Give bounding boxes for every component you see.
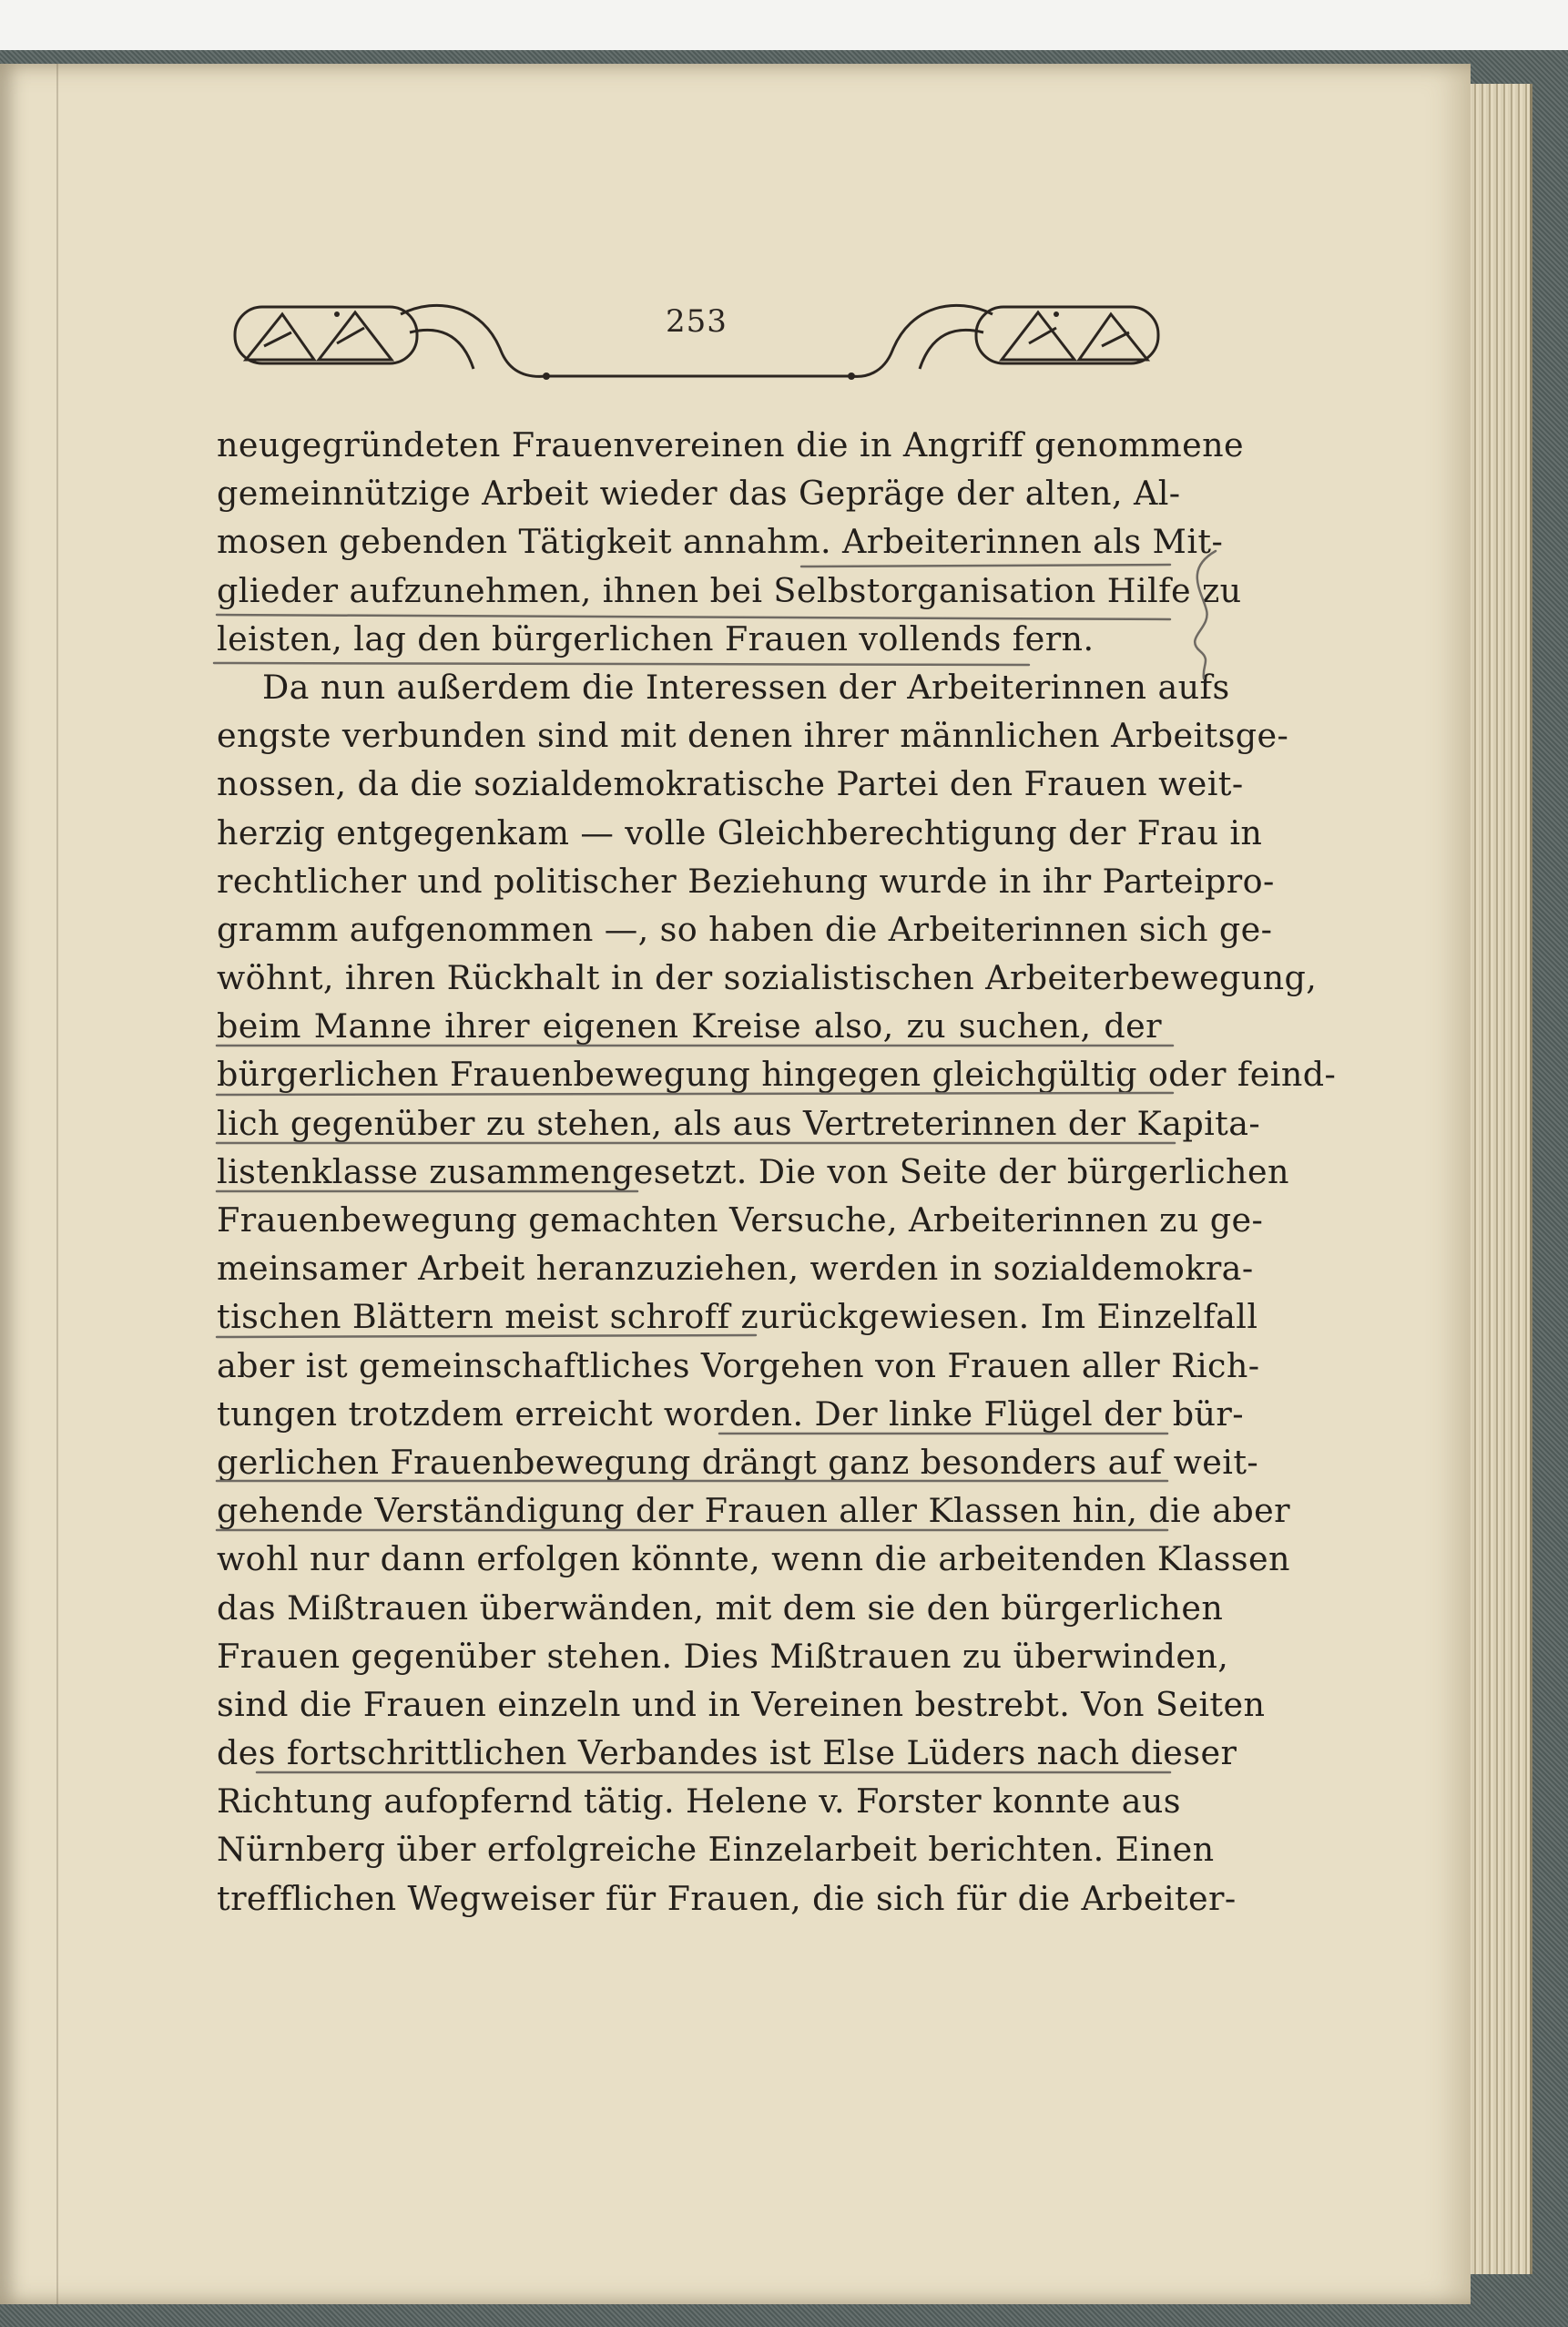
body-text bbox=[217, 421, 1337, 1923]
text-line: engste verbunden sind mit denen ihrer männlichen Arbeitsge- bbox=[217, 716, 1289, 756]
text-line: wöhnt, ihren Rückhalt in der sozialistischen Arbeiterbewegung, bbox=[217, 958, 1318, 998]
text-line: tungen trotzdem erreicht worden. Der linke Flügel der bür- bbox=[217, 1393, 1244, 1434]
gutter-line bbox=[56, 64, 58, 2304]
text-line: trefflichen Wegweiser für Frauen, die sich für die Arbeiter- bbox=[217, 1878, 1237, 1918]
text-line: rechtlicher und politischer Beziehung wurde in ihr Parteipro- bbox=[217, 861, 1275, 901]
text-line: mosen gebenden Tätigkeit annahm. Arbeiterinnen als Mit- bbox=[217, 522, 1224, 562]
text-line: neugegründeten Frauenvereinen die in Angriff genommene bbox=[217, 425, 1245, 464]
text-line: Richtung aufopfernd tätig. Helene v. Forster konnte aus bbox=[217, 1781, 1181, 1822]
text-line: Frauen gegenüber stehen. Dies Mißtrauen zu überwinden, bbox=[217, 1636, 1229, 1676]
text-line: gerlichen Frauenbewegung drängt ganz besonders auf weit- bbox=[217, 1442, 1259, 1482]
text-line: bürgerlichen Frauenbewegung hingegen gleichgültig oder feind- bbox=[217, 1055, 1337, 1095]
text-line: herzig entgegenkam — volle Gleichberechtigung der Frau in bbox=[217, 812, 1263, 852]
text-line: gemeinnützige Arbeit wieder das Gepräge der alten, Al- bbox=[217, 474, 1181, 514]
text-line: lich gegenüber zu stehen, als aus Vertreterinnen der Kapita- bbox=[217, 1103, 1261, 1143]
text-line: aber ist gemeinschaftliches Vorgehen von Frauen aller Rich- bbox=[217, 1345, 1260, 1385]
text-line: leisten, lag den bürgerlichen Frauen vollends fern. bbox=[217, 618, 1095, 658]
text-line: gehende Verständigung der Frauen aller Klassen hin, die aber bbox=[217, 1491, 1290, 1531]
text-line: wohl nur dann erfolgen könnte, wenn die arbeitenden Klassen bbox=[217, 1539, 1290, 1579]
text-line: tischen Blättern meist schroff zurückgewiesen. Im Einzelfall bbox=[217, 1297, 1258, 1337]
page-header bbox=[228, 278, 1166, 387]
text-line: sind die Frauen einzeln und in Vereinen bestrebt. Von Seiten bbox=[217, 1684, 1266, 1724]
text-line: beim Manne ihrer eigenen Kreise also, zu suchen, der bbox=[217, 1006, 1162, 1046]
text-line: Frauenbewegung gemachten Versuche, Arbeiterinnen zu ge- bbox=[217, 1200, 1264, 1240]
text-line: glieder aufzunehmen, ihnen bei Selbstorganisation Hilfe zu bbox=[217, 570, 1242, 610]
text-line: das Mißtrauen überwänden, mit dem sie den bürgerlichen bbox=[217, 1587, 1224, 1628]
text-line: nossen, da die sozialdemokratische Partei den Frauen weit- bbox=[217, 764, 1244, 804]
text-line: meinsamer Arbeit heranzuziehen, werden in sozialdemokra- bbox=[217, 1249, 1254, 1289]
text-line: Nürnberg über erfolgreiche Einzelarbeit berichten. Einen bbox=[217, 1830, 1215, 1870]
text-line: des fortschrittlichen Verbandes ist Else Lüders nach dieser bbox=[217, 1733, 1237, 1773]
top-strip bbox=[0, 0, 1568, 50]
page-number: 253 bbox=[666, 303, 728, 340]
text-line: listenklasse zusammengesetzt. Die von Seite der bürgerlichen bbox=[217, 1151, 1289, 1191]
text-line: gramm aufgenommen —, so haben die Arbeiterinnen sich ge- bbox=[217, 909, 1273, 949]
text-line: Da nun außerdem die Interessen der Arbeiterinnen aufs bbox=[262, 667, 1230, 707]
